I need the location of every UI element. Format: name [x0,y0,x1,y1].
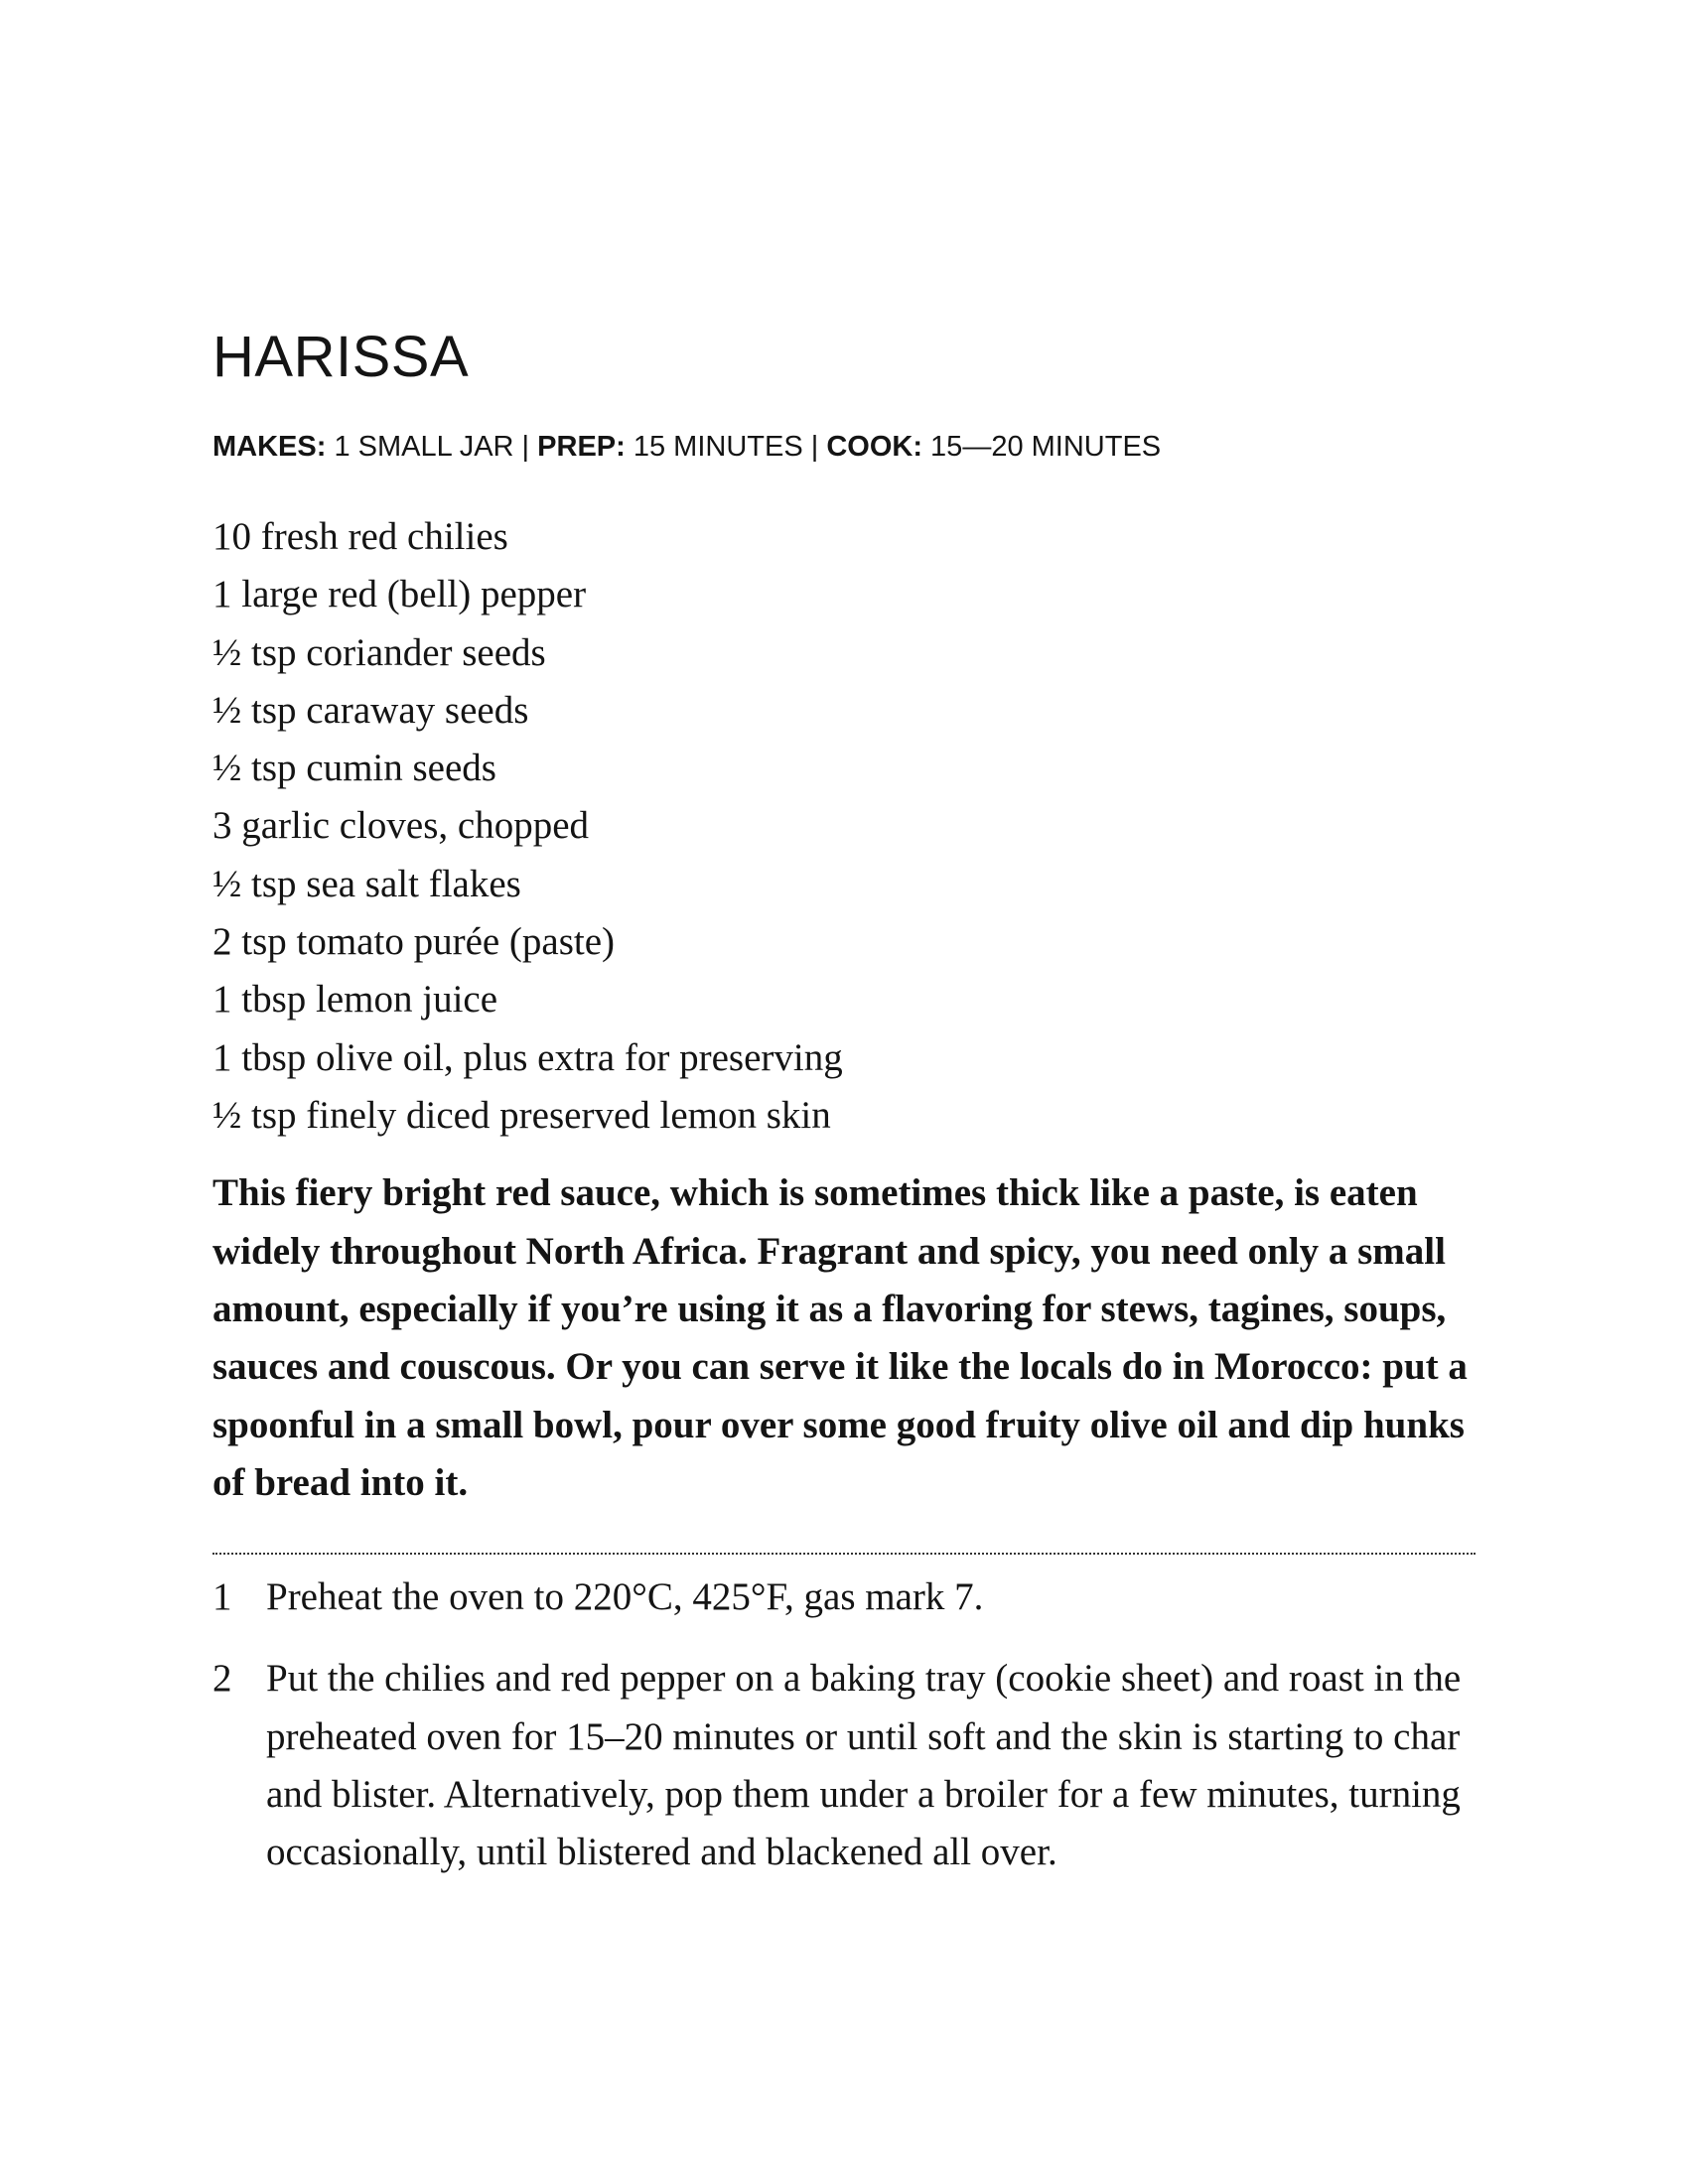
makes-label: MAKES: [212,431,327,463]
ingredient-item: 10 fresh red chilies [212,515,508,558]
prep-label: PREP: [537,431,626,463]
cook-label: COOK: [826,431,922,463]
ingredient-item: ½ tsp coriander seeds [212,630,546,674]
ingredient-list [212,508,1476,1145]
ingredient-item: 1 tbsp lemon juice [212,978,498,1022]
recipe-page [212,326,1476,1906]
ingredient-item: 2 tsp tomato purée (paste) [212,920,616,964]
recipe-intro: This fiery bright red sauce, which is sometimes thick like a paste, is eaten widely throughout North Africa. Fragrant and spicy, you need only a small amount, especially if you’re using it as a flavoring for stews, tagines, soups, sauces and couscous. Or you can serve it like the locals do in Morocco: put a spoonful in a small bowl, pour over some good fruity olive oil and dip hunks of bread into it. [212,1171,1468,1505]
ingredient-item: 3 garlic cloves, chopped [212,804,590,848]
makes-value: 1 SMALL JAR | [326,431,538,463]
method-step [212,1650,1476,1882]
step-text: Put the chilies and red pepper on a baking tray (cookie sheet) and roast in the preheated oven for 15–20 minutes or until soft and the skin is starting to char and blister. Alternatively, pop them under a broiler for a few minutes, turning occasionally, until blistered and blackened all over. [266,1657,1462,1874]
method-step [212,1569,1476,1626]
ingredient-item: ½ tsp sea salt flakes [212,862,521,905]
step-text: Preheat the oven to 220°C, 425°F, gas mark 7. [266,1574,984,1618]
ingredient-item: 1 tbsp olive oil, plus extra for preserving [212,1035,843,1079]
ingredient-item: ½ tsp caraway seeds [212,688,529,732]
step-number: 2 [212,1657,232,1701]
ingredient-item: ½ tsp cumin seeds [212,747,496,790]
step-number: 1 [212,1574,232,1618]
section-divider [212,1553,1476,1555]
recipe-title: HARISSA [212,325,470,389]
ingredient-item: 1 large red (bell) pepper [212,573,587,616]
recipe-meta [212,429,1476,465]
method-steps [212,1569,1476,1882]
prep-value: 15 MINUTES | [625,431,827,463]
cook-value: 15—20 MINUTES [922,431,1162,463]
ingredient-item: ½ tsp finely diced preserved lemon skin [212,1093,831,1137]
